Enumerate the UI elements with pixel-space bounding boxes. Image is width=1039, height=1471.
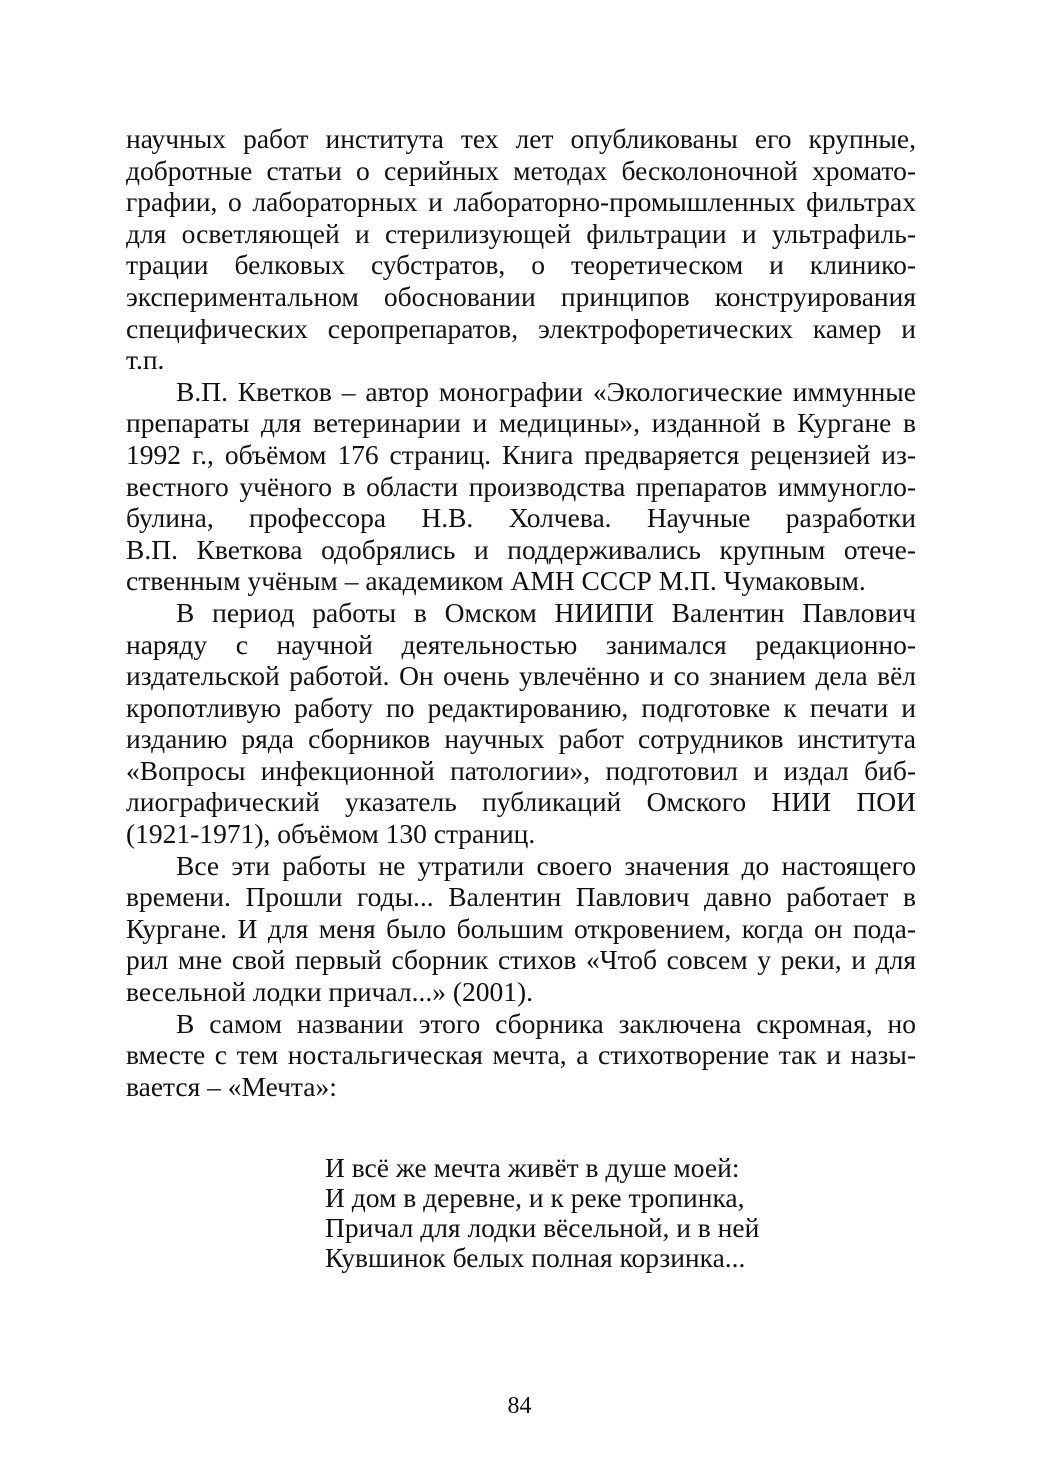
text-line: препараты для ветеринарии и медицины», изданной в Кургане в <box>126 407 916 439</box>
paragraph <box>126 850 916 1008</box>
poem-line: И дом в деревне, и к реке тропинка, <box>325 1182 745 1213</box>
text-line: т.п. <box>126 344 165 376</box>
paragraph <box>126 1008 916 1103</box>
text-line: (1921-1971), объёмом 130 страниц. <box>126 818 536 850</box>
text-line: В самом названии этого сборника заключена скромная, но <box>176 1007 916 1039</box>
paragraph <box>126 123 916 376</box>
text-line: времени. Прошли годы... Валентин Павлович давно работает в <box>126 881 916 913</box>
text-line: Все эти работы не утратили своего значения до настоящего <box>176 849 916 881</box>
text-line: наряду с научной деятельностью занимался редакционно- <box>126 628 916 660</box>
text-line: добротные статьи о серийных методах бесколоночной хромато- <box>126 154 916 186</box>
text-line: экспериментальном обосновании принципов конструирования <box>126 280 916 312</box>
poem-line: Причал для лодки вёсельной, и в ней <box>325 1212 760 1243</box>
text-line: В.П. Кветков – автор монографии «Экологические иммунные <box>176 375 916 407</box>
text-line: изданию ряда сборников научных работ сотрудников института <box>126 723 916 755</box>
text-line: весельной лодки причал...» (2001). <box>126 976 534 1008</box>
text-line: научных работ института тех лет опубликованы его крупные, <box>126 123 916 154</box>
text-line: рил мне свой первый сборник стихов «Чтоб совсем у реки, и для <box>126 944 916 976</box>
text-line: вместе с тем ностальгическая мечта, а стихотворение так и назы- <box>126 1039 916 1071</box>
text-line: специфических серопрепаратов, электрофоретических камер и <box>126 312 916 344</box>
poem-stanza <box>325 1153 759 1273</box>
text-line: «Вопросы инфекционной патологии», подготовил и издал биб- <box>126 754 916 786</box>
body-text <box>126 123 916 1102</box>
text-line: 1992 г., объёмом 176 страниц. Книга предваряется рецензией из- <box>126 438 916 470</box>
paragraph <box>126 376 916 597</box>
text-line: В.П. Кветкова одобрялись и поддерживались крупным отече- <box>126 533 916 565</box>
poem-line: Кувшинок белых полная корзинка... <box>325 1242 746 1273</box>
text-line: лиографический указатель публикаций Омского НИИ ПОИ <box>126 786 916 818</box>
poem-line: И всё же мечта живёт в душе моей: <box>325 1152 740 1183</box>
text-line: Кургане. И для меня было большим откровением, когда он пода- <box>126 912 916 944</box>
text-line: булина, профессора Н.В. Холчева. Научные разработки <box>126 502 916 534</box>
text-line: издательской работой. Он очень увлечённо и со знанием дела вёл <box>126 660 916 692</box>
text-line: В период работы в Омском НИИПИ Валентин Павлович <box>176 596 916 628</box>
text-line: для осветляющей и стерилизующей фильтрации и ультрафиль- <box>126 217 916 249</box>
text-line: трации белковых субстратов, о теоретическом и клинико- <box>126 249 916 281</box>
text-line: вается – «Мечта»: <box>126 1070 337 1102</box>
page-number: 84 <box>507 1393 532 1419</box>
text-line: ственным учёным – академиком АМН СССР М.П. Чумаковым. <box>126 565 866 597</box>
text-line: кропотливую работу по редактированию, подготовке к печати и <box>126 691 916 723</box>
paragraph <box>126 597 916 850</box>
text-line: графии, о лабораторных и лабораторно-промышленных фильтрах <box>126 186 916 218</box>
text-line: вестного учёного в области производства препаратов иммуногло- <box>126 470 916 502</box>
